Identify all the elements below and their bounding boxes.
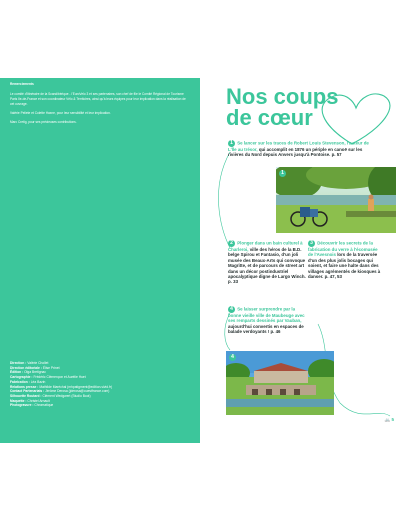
cyclist-riverside-photo bbox=[276, 167, 396, 233]
credit-row bbox=[10, 403, 192, 408]
item-page-ref: p. 46 bbox=[269, 329, 281, 335]
item-lead: Découvrir les secrets de la fabrication du verre à l'écomusée de l'Avesnois bbox=[308, 240, 378, 258]
credit-name: Élise Prinet bbox=[42, 365, 60, 370]
fortification-image bbox=[226, 351, 334, 415]
item-text: lors de la traversée d'un des plus jolis bocages qui soient, et faire une halte dans des villages agrémentés de kiosques à danser. bbox=[308, 252, 381, 280]
credit-name: Mathilde Maréchal (mhpatigment@edition-vivid.fr) bbox=[39, 384, 113, 389]
item-lead: Se laisser surprendre par la bonne vieille ville de Maubeuge avec ses remparts dessinés par Vauban, bbox=[228, 306, 305, 324]
credit-role: Direction : bbox=[10, 361, 27, 365]
right-page bbox=[200, 78, 400, 443]
highlight-item bbox=[228, 240, 306, 285]
item-number-badge: 2 bbox=[228, 240, 235, 247]
credit-role: Maquette : bbox=[10, 398, 27, 403]
credit-role: Silhouette Routard : bbox=[10, 393, 42, 398]
item-page-ref: p. 33 bbox=[228, 279, 239, 285]
page-number-text: 5 bbox=[391, 417, 394, 422]
credit-name: Valérie Chollet bbox=[27, 361, 49, 365]
credits-list bbox=[10, 361, 192, 408]
highlight-item bbox=[228, 140, 378, 158]
landscape-image bbox=[276, 167, 396, 233]
acknowledgements-heading: Remerciements bbox=[10, 82, 34, 86]
item-page-ref: p. 47, 53 bbox=[323, 274, 342, 280]
item-number-badge: 4 bbox=[228, 306, 235, 313]
book-spread bbox=[0, 78, 400, 443]
photo-number-badge: 4 bbox=[229, 354, 236, 361]
credit-role: Relations presse : bbox=[10, 384, 39, 389]
item-number-badge: 1 bbox=[228, 140, 235, 147]
credit-role: Contact Partenariats : bbox=[10, 389, 45, 394]
page-title-line: de cœur bbox=[226, 105, 313, 130]
left-page bbox=[0, 78, 200, 443]
bike-icon: 🚲 bbox=[384, 417, 391, 422]
credit-role: Édition : bbox=[10, 370, 24, 375]
page-number bbox=[385, 417, 394, 423]
acknowledgements-text: Marc Cretig, pour ses précieuses contributions. bbox=[10, 120, 77, 124]
item-text: aujourd'hui convertis en espaces de balade verdoyants ! bbox=[228, 323, 304, 335]
credit-role: Direction éditoriale : bbox=[10, 365, 42, 370]
credit-name: Chromatique bbox=[34, 403, 54, 408]
item-page-ref: p. 57 bbox=[330, 152, 342, 158]
page-title-line: Nos coups bbox=[226, 84, 339, 109]
credit-name: Christel Arnault bbox=[27, 398, 50, 403]
highlight-item bbox=[228, 306, 308, 335]
item-lead: Plonger dans un bain culturel à Charleroi, bbox=[228, 240, 303, 252]
ramparts-photo bbox=[226, 351, 334, 415]
credit-name: Frédéric Clémençon et Aurélie Huet bbox=[33, 375, 86, 380]
credit-name: Olga Bretignac bbox=[24, 370, 46, 375]
page-title bbox=[226, 86, 338, 128]
credit-role: Fabrication : bbox=[10, 379, 30, 384]
item-text: ville des héros de la B.D. belge Spirou et Fantasio, d'un joli musée des Beaux-Arts qui convoque Magritte, et de parcours de street art dans un décor postindustriel apocalyptique digne de Largo Winch. bbox=[228, 247, 306, 280]
item-lead: Se lancer sur les traces de Robert Louis Stevenson, l'auteur de L'Île au trésor, bbox=[228, 140, 369, 152]
credit-role: Cartographie : bbox=[10, 375, 33, 380]
credit-name: Clément Wedgwert (Studio Boot) bbox=[42, 393, 91, 398]
highlight-item bbox=[308, 240, 382, 279]
item-text: qui accomplit en 1876 un périple en canoë sur les rivières du Nord depuis Anvers jusqu'à Pontoise. bbox=[228, 147, 363, 158]
acknowledgements-text: Valérie Peliete et Colette Haxne, pour leur sensibilité et leur implication. bbox=[10, 111, 111, 115]
credit-name: Léa Bazin bbox=[30, 379, 46, 384]
credit-name: Jérôme Derosa (jderosa@ouestfrance.com) bbox=[45, 389, 110, 394]
photo-number-badge: 1 bbox=[279, 170, 286, 177]
acknowledgements-text: Le comité d'Itinéraire de la Scandibérique - l'EuroVelo 3 et ses partenaires, son chef de file le Comité Régional de Tourisme Paris Ile-de-France et son coordinateur Vélo & Territoires, ainsi qu'à leurs équipes pour leur implication dans la réalisation de cet ouvrage. bbox=[10, 92, 186, 106]
credit-role: Photogravure : bbox=[10, 403, 34, 408]
acknowledgements bbox=[10, 82, 190, 129]
item-number-badge: 3 bbox=[308, 240, 315, 247]
